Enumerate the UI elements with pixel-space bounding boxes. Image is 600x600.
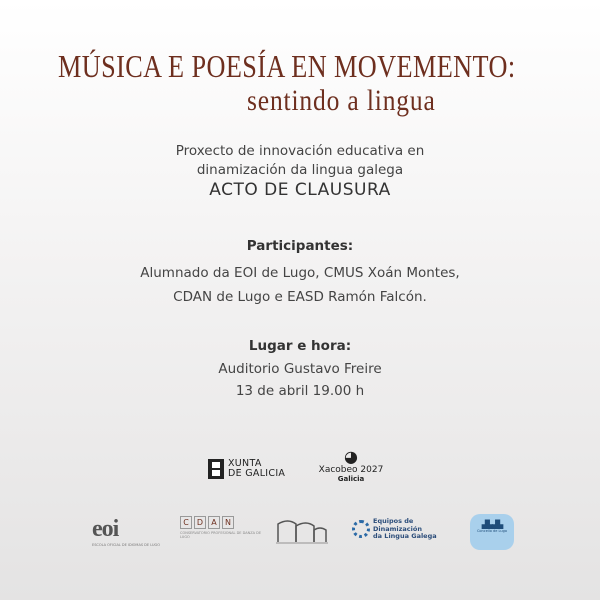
equipos-line-1: Equipos de	[373, 517, 414, 525]
cdan-caption: CONSERVATORIO PROFESIONAL DE DANZA DE LUGO	[180, 531, 262, 539]
concello-caption: Concello de Lugo	[476, 529, 508, 533]
act-heading: ACTO DE CLAUSURA	[209, 180, 391, 200]
venue-heading: Lugar e hora:	[248, 338, 352, 354]
participants-heading: Participantes:	[246, 238, 354, 254]
xunta-logo	[208, 459, 285, 479]
sponsor-logos-top	[0, 447, 600, 495]
poster-subtitle: sentindo a lingua	[247, 84, 436, 117]
cdan-logo	[180, 516, 268, 539]
xacobeo-line-2: Galicia	[337, 475, 365, 483]
project-intro	[0, 142, 600, 180]
participants-line-1: Alumnado da EOI de Lugo, CMUS Xoán Montes,	[140, 265, 460, 281]
concello-logo	[470, 514, 514, 550]
cdan-letter-blocks-icon: C D A N	[180, 516, 268, 529]
easd-logo	[274, 514, 330, 548]
equipos-line-3: da Lingua Galega	[373, 532, 437, 540]
equipos-line-2: Dinamización	[373, 524, 422, 533]
eoi-wordmark: eoi	[92, 516, 119, 542]
xunta-emblem-icon	[208, 459, 224, 479]
venue-datetime: 13 de abril 19.00 h	[235, 383, 365, 399]
easd-arches-icon	[274, 514, 330, 548]
intro-line-1: Proxecto de innovación educativa en	[175, 143, 425, 159]
gear-icon	[352, 520, 370, 538]
venue-place: Auditorio Gustavo Freire	[218, 361, 382, 377]
city-wall-icon: ▟▙▟▙	[481, 520, 503, 529]
participants-line-2: CDAN de Lugo e EASD Ramón Falcón.	[173, 289, 427, 305]
xacobeo-logo	[318, 449, 384, 483]
xunta-line-2: DE GALICIA	[228, 468, 286, 479]
xunta-line-1: XUNTA	[228, 458, 262, 469]
intro-line-2: dinamización da lingua galega	[196, 162, 404, 178]
eoi-caption: ESCOLA OFICIAL DE IDIOMAS DE LUGO	[92, 543, 161, 547]
eoi-logo	[92, 516, 161, 547]
xacobeo-line-1: Xacobeo 2027	[318, 465, 384, 475]
sponsor-logos-bottom	[0, 512, 600, 562]
scallop-shell-icon: ◕	[344, 447, 358, 466]
equipos-logo	[352, 518, 452, 541]
poster-title: MÚSICA E POESÍA EN MOVEMENTO:	[58, 48, 516, 84]
